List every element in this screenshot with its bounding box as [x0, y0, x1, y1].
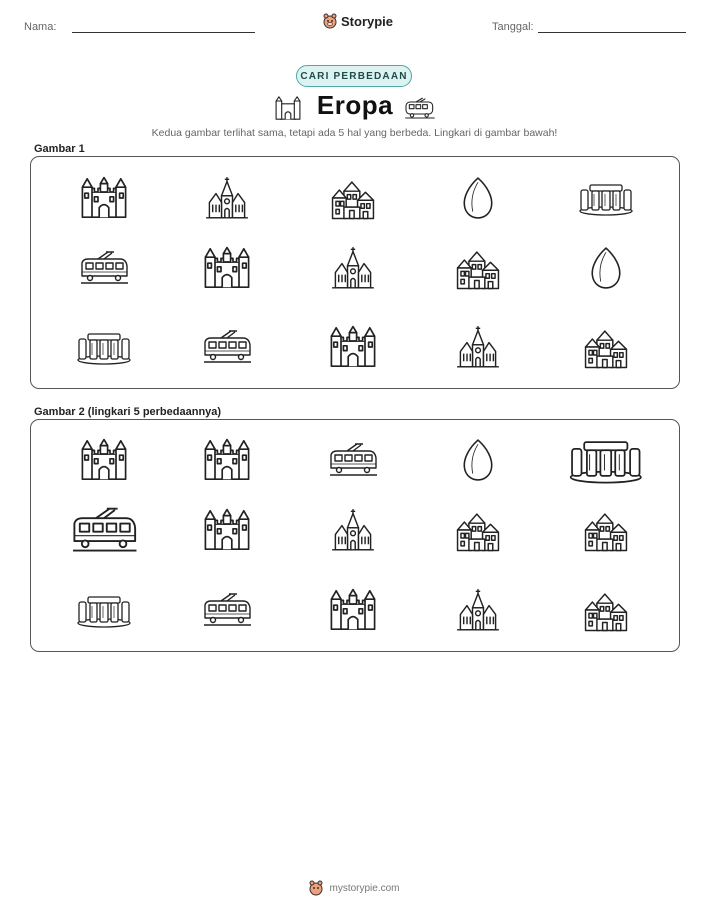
picture2-cell-2-3[interactable]	[313, 500, 393, 560]
instructions: Kedua gambar terlihat sama, tetapi ada 5 hal yang berbeda. Lingkari di gambar bawah!	[151, 127, 558, 139]
picture1-cell-2-1	[64, 238, 144, 298]
brand-name: Storypie	[341, 13, 394, 29]
picture1-cell-2-4	[438, 238, 518, 298]
picture2-cell-1-4[interactable]	[438, 430, 518, 490]
storypie-mascot-icon	[323, 13, 337, 29]
castle-icon	[203, 438, 251, 482]
castle-icon	[80, 176, 128, 220]
picture1-label: Gambar 1	[34, 143, 85, 155]
cathedral-icon	[456, 324, 500, 370]
picture2-cell-2-1[interactable]	[50, 490, 158, 571]
picture2-cell-3-4[interactable]	[438, 580, 518, 640]
tram-icon	[78, 250, 130, 286]
tram-icon	[69, 506, 139, 555]
picture2-cell-1-1[interactable]	[64, 430, 144, 490]
title-castle-decoration	[274, 95, 302, 126]
picture2-cell-3-1[interactable]	[64, 580, 144, 640]
picture1-cell-3-2	[187, 317, 267, 377]
picture1-cell-1-2	[187, 168, 267, 228]
picture2-cell-1-2[interactable]	[187, 430, 267, 490]
castle-icon	[329, 325, 377, 369]
old-town-icon	[328, 175, 378, 221]
tram-icon	[201, 329, 253, 365]
stonehenge-icon	[568, 434, 644, 485]
old-town-icon	[581, 324, 631, 370]
castle-icon	[274, 95, 302, 121]
name-field[interactable]	[72, 32, 255, 33]
cathedral-icon	[456, 587, 500, 633]
picture2-cell-2-5[interactable]	[566, 500, 646, 560]
old-town-icon	[581, 507, 631, 553]
castle-icon	[329, 588, 377, 632]
tram-icon	[327, 442, 379, 478]
picture1-cell-1-4	[438, 168, 518, 228]
tram-icon	[404, 96, 436, 120]
cathedral-icon	[205, 175, 249, 221]
stonehenge-icon	[578, 179, 634, 217]
picture1-cell-1-1	[64, 168, 144, 228]
date-field[interactable]	[538, 32, 686, 33]
date-label: Tanggal:	[492, 21, 534, 33]
old-town-icon	[453, 507, 503, 553]
picture1-cell-1-3	[313, 168, 393, 228]
brand-logo	[323, 13, 393, 29]
almond-icon	[588, 246, 624, 290]
almond-icon	[460, 176, 496, 220]
stonehenge-icon	[76, 328, 132, 366]
picture2-cell-1-5[interactable]	[552, 420, 660, 501]
castle-icon	[80, 438, 128, 482]
cathedral-icon	[331, 245, 375, 291]
picture1-cell-2-2	[187, 238, 267, 298]
castle-icon	[203, 508, 251, 552]
footer-url[interactable]: mystorypie.com	[329, 882, 400, 894]
picture2-cell-3-3[interactable]	[313, 580, 393, 640]
picture2-cell-3-2[interactable]	[187, 580, 267, 640]
old-town-icon	[581, 587, 631, 633]
cathedral-icon	[331, 507, 375, 553]
picture2-cell-1-3[interactable]	[313, 430, 393, 490]
footer	[0, 880, 709, 896]
stonehenge-icon	[76, 591, 132, 629]
picture1-cell-3-4	[438, 317, 518, 377]
picture1-cell-3-1	[64, 317, 144, 377]
picture1-cell-3-5	[566, 317, 646, 377]
tram-icon	[201, 592, 253, 628]
title-tram-decoration	[404, 96, 436, 125]
page-title: Eropa	[316, 90, 394, 120]
old-town-icon	[453, 245, 503, 291]
picture2-cell-2-2[interactable]	[187, 500, 267, 560]
storypie-mascot-icon	[309, 880, 323, 896]
picture2-cell-3-5[interactable]	[566, 580, 646, 640]
castle-icon	[203, 246, 251, 290]
picture2-label: Gambar 2 (lingkari 5 perbedaannya)	[34, 406, 222, 418]
picture1-cell-2-5	[566, 238, 646, 298]
picture1-cell-1-5	[566, 168, 646, 228]
name-label: Nama:	[24, 21, 57, 33]
activity-tag: CARI PERBEDAAN	[296, 65, 412, 87]
picture1-cell-3-3	[313, 317, 393, 377]
picture1-cell-2-3	[313, 238, 393, 298]
picture2-cell-2-4[interactable]	[438, 500, 518, 560]
almond-icon	[460, 438, 496, 482]
